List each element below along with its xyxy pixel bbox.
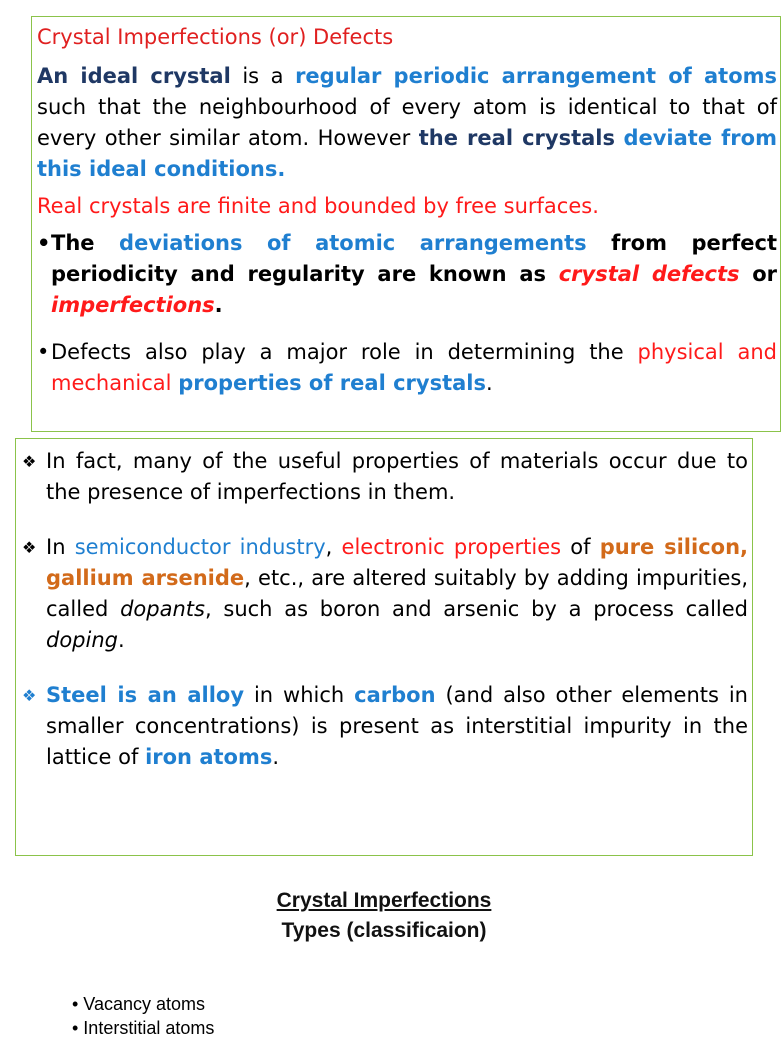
text-fragment: Defects also play a major role in determining the xyxy=(51,340,638,364)
deviations-bullet xyxy=(37,228,777,321)
diamond-bullet-icon: ❖ xyxy=(22,452,37,471)
text-fragment: from perfect periodicity and regularity are known as xyxy=(51,231,777,286)
semiconductor-phrase: semiconductor industry xyxy=(74,535,326,559)
text-fragment: . xyxy=(485,371,493,395)
slide-1-title: Crystal Imperfections (or) Defects xyxy=(37,25,394,49)
bullet-text xyxy=(51,228,777,321)
diamond-bullet-icon: ❖ xyxy=(22,686,37,705)
ideal-crystal-term: An ideal crystal xyxy=(37,64,231,88)
text-fragment: . xyxy=(117,628,125,652)
text-fragment: , etc., are altered suitably by adding impurities, called xyxy=(46,566,748,621)
iron-atoms-term: iron atoms xyxy=(145,745,273,769)
semiconductor-item xyxy=(22,532,748,656)
item-text: In fact, many of the useful properties of materials occur due to the presence of imperfections in them. xyxy=(46,449,748,504)
slide-3-subtitle: Types (classificaion) xyxy=(281,919,487,942)
text-fragment: such that the neighbourhood of every atom is identical to that of every other similar atom. However xyxy=(37,95,777,150)
deviate-phrase: deviate from this ideal conditions. xyxy=(37,126,777,181)
text-fragment: of xyxy=(561,535,600,559)
ideal-crystal-paragraph xyxy=(37,61,777,185)
bullet-marker: • xyxy=(37,340,50,364)
bullet-text xyxy=(51,337,777,399)
text-fragment: The xyxy=(51,231,120,255)
properties-phrase: properties of real crystals xyxy=(178,371,486,395)
slide-1 xyxy=(37,22,777,399)
text-fragment: . xyxy=(272,745,280,769)
text-fragment: , xyxy=(325,535,342,559)
text-fragment: In xyxy=(46,535,75,559)
steel-alloy-phrase: Steel is an alloy xyxy=(46,683,245,707)
text-fragment: in which xyxy=(244,683,355,707)
item-text xyxy=(46,680,748,773)
steel-alloy-item xyxy=(22,680,748,773)
real-crystals-phrase: the real crystals xyxy=(418,126,616,150)
text-fragment: , such as boron and arsenic by a process called xyxy=(204,597,748,621)
slide-3-title: Crystal Imperfections xyxy=(276,889,492,912)
silicon-gaas-phrase: pure silicon, gallium arsenide xyxy=(46,535,749,590)
electronic-properties-phrase: electronic properties xyxy=(341,535,562,559)
regular-arrangement-phrase: regular periodic arrangement of atoms xyxy=(295,64,777,88)
text-fragment: is a xyxy=(230,64,296,88)
dopants-term: dopants xyxy=(120,597,205,621)
text-fragment: . xyxy=(214,293,223,317)
physical-mechanical-phrase: physical and mechanical xyxy=(51,340,777,395)
list-item: • Vacancy atoms xyxy=(72,994,206,1014)
diamond-bullet-icon: ❖ xyxy=(22,538,37,557)
slide-2 xyxy=(22,446,748,773)
carbon-term: carbon xyxy=(354,683,436,707)
item-text xyxy=(46,532,748,656)
imperfections-term: imperfections xyxy=(51,293,215,317)
text-fragment: or xyxy=(739,262,777,286)
list-item: • Interstitial atoms xyxy=(72,1018,215,1038)
finite-crystals-line: Real crystals are finite and bounded by free surfaces. xyxy=(37,194,599,218)
defects-role-bullet xyxy=(37,337,777,399)
slide-3 xyxy=(0,885,768,945)
defect-types-list xyxy=(72,992,214,1040)
text-fragment: (and also other elements in smaller concentrations) is present as interstitial impurity in the lattice of xyxy=(46,683,748,769)
useful-properties-item xyxy=(22,446,748,508)
crystal-defects-term: crystal defects xyxy=(558,262,740,286)
bullet-marker: • xyxy=(37,231,51,255)
doping-term: doping xyxy=(46,628,118,652)
deviations-phrase: deviations of atomic arrangements xyxy=(119,231,587,255)
